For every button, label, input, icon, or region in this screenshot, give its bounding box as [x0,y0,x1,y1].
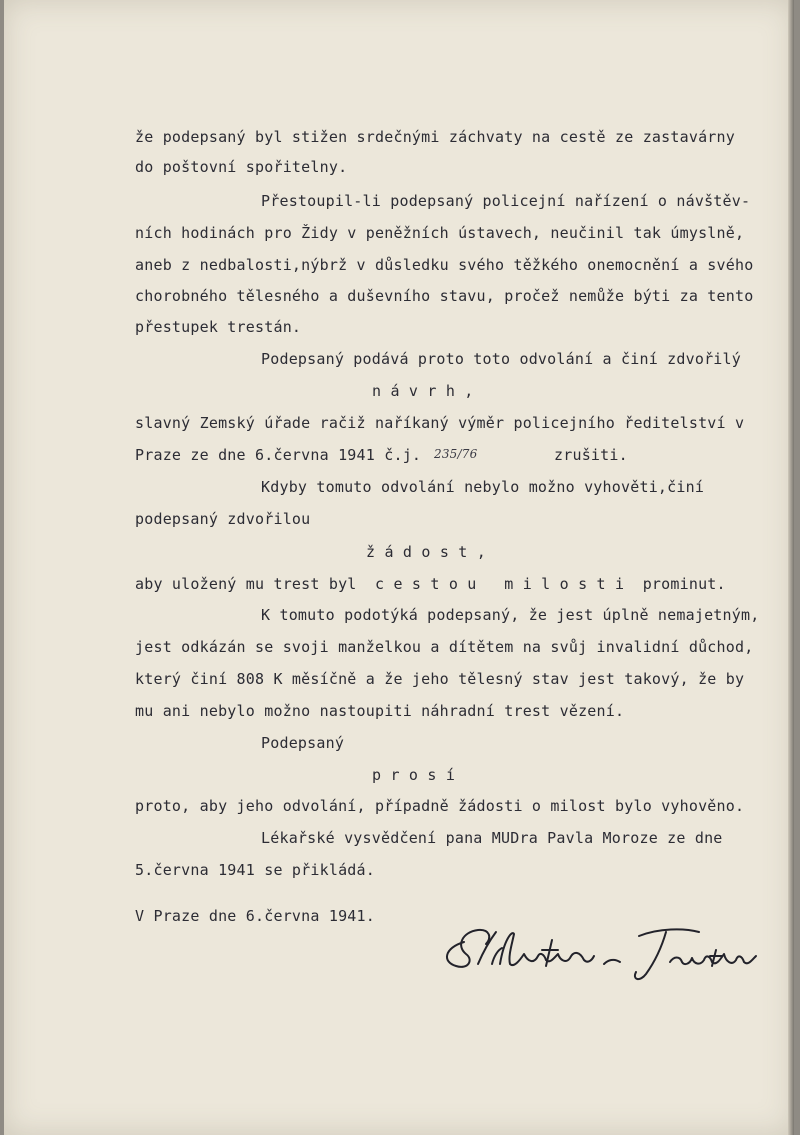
text-line: Podepsaný [261,734,345,752]
text-line: přestupek trestán. [135,318,302,336]
text-line: aneb z nedbalosti,nýbrž v důsledku svého těžkého onemocnění a svého [135,256,754,274]
handwritten-signature [434,920,764,990]
text-line: Přestoupil-li podepsaný policejní nařízení o návštěv- [261,192,751,210]
text-line: Podepsaný podává proto toto odvolání a činí zdvořilý [261,350,741,368]
text-line: podepsaný zdvořilou [135,510,311,528]
text-line: chorobného tělesného a duševního stavu, pročež nemůže býti za tento [135,287,754,305]
text-line: slavný Zemský úřade račiž naříkaný výměr policejního ředitelství v [135,414,745,432]
text-line: zrušiti. [554,446,628,464]
text-line: mu ani nebylo možno nastoupiti náhradní trest vězení. [135,702,625,720]
date-line: V Praze dne 6.června 1941. [135,907,375,925]
text-line: který činí 808 K měsíčně a že jeho tělesný stav jest takový, že by [135,670,745,688]
text-line: Lékařské vysvědčení pana MUDra Pavla Moroze ze dne [261,829,723,847]
text-line: K tomuto podotýká podepsaný, že jest úplně nemajetným, [261,606,760,624]
text-line: jest odkázán se svoji manželkou a dítětem na svůj invalidní důchod, [135,638,754,656]
heading-prosi: p r o s í [372,766,456,784]
text-line: proto, aby jeho odvolání, případně žádosti o milost bylo vyhověno. [135,797,745,815]
text-line: Kdyby tomuto odvolání nebylo možno vyhověti,činí [261,478,705,496]
text-line: že podepsaný byl stižen srdečnými záchvaty na cestě ze zastavárny [135,128,735,146]
heading-navrh: n á v r h , [372,382,474,400]
text-line: ních hodinách pro Židy v peněžních ústavech, neučinil tak úmyslně, [135,224,745,242]
text-line: 5.června 1941 se přikládá. [135,861,375,879]
text-line: do poštovní spořitelny. [135,158,348,176]
handwritten-number: 235/76 [434,447,478,461]
text-line: Praze ze dne 6.června 1941 č.j. [135,446,422,464]
heading-zadost: ž á d o s t , [366,543,486,561]
document-page [4,0,794,1135]
text-line: aby uložený mu trest byl c e s t o u m i l o s t i prominut. [135,575,726,593]
page-edge [788,0,794,1135]
